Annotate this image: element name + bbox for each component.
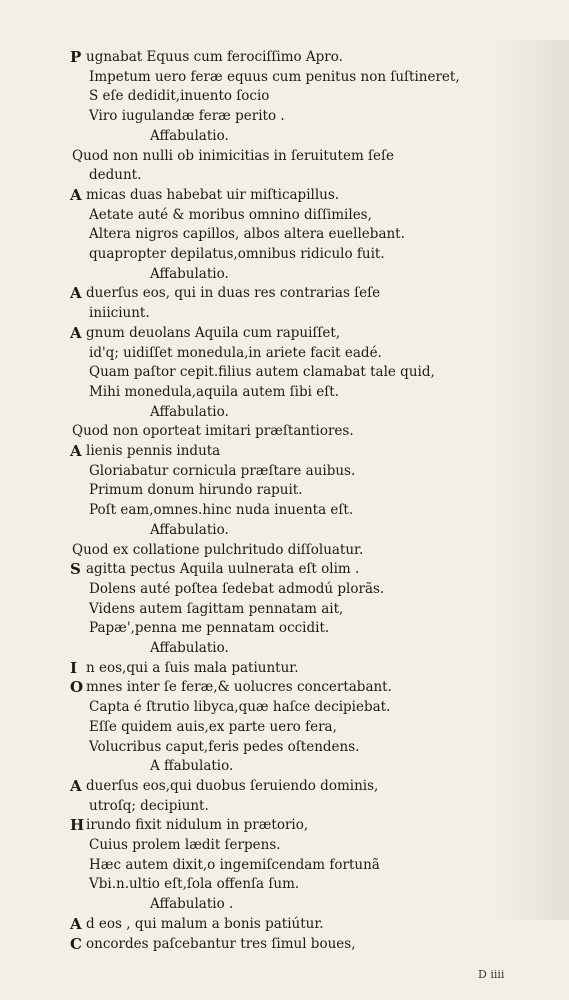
text-line: Affabulatio. xyxy=(150,522,229,538)
text-line: micas duas habebat uir miſticapillus. xyxy=(86,187,340,203)
text-line: Affabulatio. xyxy=(150,128,229,144)
text-line: Viro iugulandæ feræ perito . xyxy=(89,108,285,124)
text-line: iniiciunt. xyxy=(89,305,150,321)
initial-letter: O xyxy=(70,678,84,696)
page-edge-shadow xyxy=(494,40,569,920)
text-line: gnum deuolans Aquila cum rapuiſſet, xyxy=(86,325,341,341)
text-line: Affabulatio. xyxy=(150,640,229,656)
initial-letter: A xyxy=(70,442,82,460)
text-line: Capta é ſtrutio libyca,quæ haſce decipiebat. xyxy=(89,699,391,715)
text-line: utroſq; decipiunt. xyxy=(89,798,209,814)
text-line: Affabulatio . xyxy=(150,896,234,912)
text-line: quapropter depilatus,omnibus ridiculo fuit. xyxy=(89,246,385,262)
initial-letter: A xyxy=(70,324,82,342)
text-line: Altera nigros capillos, albos altera euellebant. xyxy=(89,226,405,242)
text-line: d eos , qui malum a bonis patiútur. xyxy=(86,916,324,932)
page-number: D iiii xyxy=(478,968,505,981)
initial-letter: A xyxy=(70,777,82,795)
initial-letter: C xyxy=(70,935,82,953)
text-line: irundo fixit nidulum in prætorio, xyxy=(86,817,309,833)
text-line: Mihi monedula,aquila autem ſibi eſt. xyxy=(89,384,339,400)
initial-letter: A xyxy=(70,186,82,204)
initial-letter: A xyxy=(70,915,82,933)
text-line: Affabulatio. xyxy=(150,404,229,420)
text-line: Eſſe quidem auis,ex parte uero fera, xyxy=(89,719,337,735)
text-line: S eſe dedidit,inuento ſocio xyxy=(89,88,270,104)
text-line: dedunt. xyxy=(89,167,142,183)
text-line: oncordes paſcebantur tres ſimul boues, xyxy=(86,936,356,952)
text-line: Quod non nulli ob inimicitias in ſeruitutem ſeſe xyxy=(72,148,395,164)
text-line: Aetate auté & moribus omnino diſſimiles, xyxy=(89,207,372,223)
text-line: Papæ',penna me pennatam occidit. xyxy=(89,620,330,636)
text-line: Quod non oporteat imitari præſtantiores. xyxy=(72,423,354,439)
text-line: Volucribus caput,feris pedes oſtendens. xyxy=(89,739,360,755)
text-line: A ffabulatio. xyxy=(150,758,234,774)
text-line: Primum donum hirundo rapuit. xyxy=(89,482,303,498)
text-line: Quam paſtor cepit.filius autem clamabat tale quid, xyxy=(89,364,435,380)
text-line: ugnabat Equus cum ferociſſimo Apro. xyxy=(86,49,343,65)
text-line: id'q; uidiſſet monedula,in ariete facit eadé. xyxy=(89,345,382,361)
text-line: Hæc autem dixit,o ingemiſcendam fortunã xyxy=(89,857,380,873)
text-line: Quod ex collatione pulchritudo diſſoluatur. xyxy=(72,542,364,558)
text-line: Poſt eam,omnes.hinc nuda inuenta eſt. xyxy=(89,502,354,518)
text-line: mnes inter ſe feræ,& uolucres concertabant. xyxy=(86,679,392,695)
text-line: Dolens auté poſtea ſedebat admodú plorãs. xyxy=(89,581,385,597)
initial-letter: H xyxy=(70,816,85,834)
text-line: Videns autem ſagittam pennatam ait, xyxy=(89,601,344,617)
text-line: duerſus eos, qui in duas res contrarias ſeſe xyxy=(86,285,381,301)
text-line: n eos,qui a ſuis mala patiuntur. xyxy=(86,660,299,676)
text-line: Gloriabatur cornicula præſtare auibus. xyxy=(89,463,356,479)
text-line: Impetum uero feræ equus cum penitus non ſuſtineret, xyxy=(89,69,460,85)
text-line: agitta pectus Aquila uulnerata eſt olim . xyxy=(86,561,360,577)
text-line: duerſus eos,qui duobus ſeruiendo dominis, xyxy=(86,778,379,794)
initial-letter: P xyxy=(70,48,82,66)
initial-letter: I xyxy=(70,659,78,677)
initial-letter: S xyxy=(70,560,81,578)
initial-letter: A xyxy=(70,284,82,302)
text-line: lienis pennis induta xyxy=(86,443,221,459)
text-line: Cuius prolem lædit ſerpens. xyxy=(89,837,281,853)
text-line: Vbi.n.ultio eſt,ſola offenſa ſum. xyxy=(89,876,300,892)
text-line: Affabulatio. xyxy=(150,266,229,282)
